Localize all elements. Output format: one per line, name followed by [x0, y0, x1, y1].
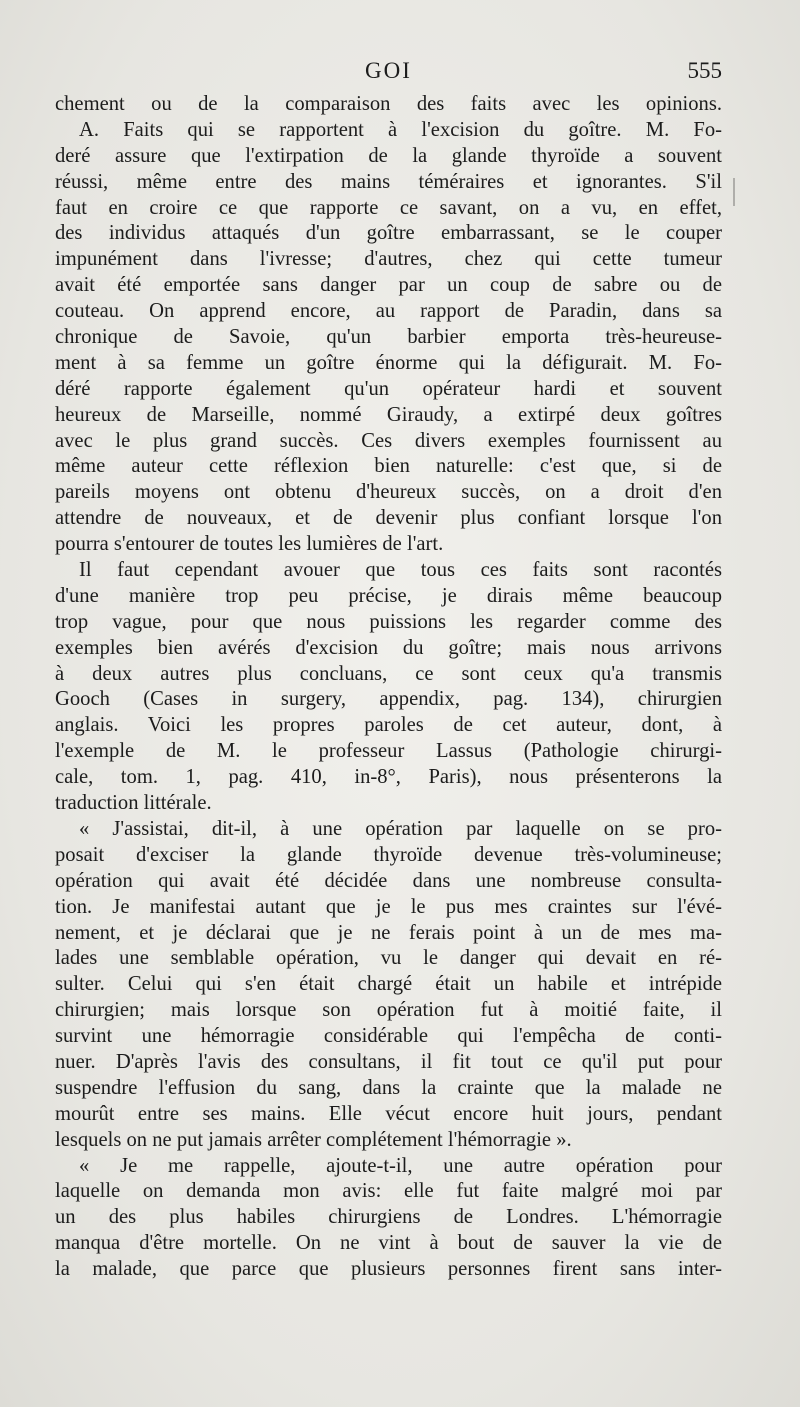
text-line: deré assure que l'extirpation de la glande thyroïde a souvent — [55, 144, 722, 167]
text-line: manqua d'être mortelle. On ne vint à bout de sauver la vie de — [55, 1232, 722, 1255]
text-line: déré rapporte également qu'un opérateur hardi et souvent — [55, 377, 722, 400]
text-line: sulter. Celui qui s'en était chargé était un habile et intrépide — [55, 973, 722, 996]
text-line: d'une manière trop peu précise, je dirais même beaucoup — [55, 584, 722, 607]
text-line: lades une semblable opération, vu le danger qui devait en ré- — [55, 947, 722, 970]
text-line: exemples bien avérés d'excision du goître; mais nous arrivons — [55, 636, 722, 659]
text-line: l'exemple de M. le professeur Lassus (Pathologie chirurgi- — [55, 740, 722, 763]
text-line: à deux autres plus concluans, ce sont ceux qu'a transmis — [55, 662, 722, 685]
text-line: pareils moyens ont obtenu d'heureux succès, on a droit d'en — [55, 481, 722, 504]
text-line: faut en croire ce que rapporte ce savant, on a vu, en effet, — [55, 196, 722, 219]
body-text — [55, 92, 722, 1283]
text-line: un des plus habiles chirurgiens de Londres. L'hémorragie — [55, 1206, 722, 1229]
text-line: Gooch (Cases in surgery, appendix, pag. 134), chirurgien — [55, 688, 722, 711]
page-number: 555 — [687, 58, 722, 83]
text-line: avait été emportée sans danger par un coup de sabre ou de — [55, 274, 722, 297]
text-line: « J'assistai, dit-il, à une opération par laquelle on se pro- — [79, 817, 722, 840]
text-line: chement ou de la comparaison des faits avec les opinions. — [55, 93, 722, 115]
text-line: heureux de Marseille, nommé Giraudy, a extirpé deux goîtres — [55, 403, 722, 426]
text-line: ment à sa femme un goître énorme qui la défigurait. M. Fo- — [55, 351, 722, 374]
text-line: couteau. On apprend encore, au rapport de Paradin, dans sa — [55, 300, 722, 323]
running-head: GOI — [365, 58, 412, 83]
text-line: la malade, que parce que plusieurs personnes firent sans inter- — [55, 1258, 722, 1281]
text-line: pourra s'entourer de toutes les lumières de l'art. — [55, 533, 444, 556]
text-line: A. Faits qui se rapportent à l'excision du goître. M. Fo- — [79, 118, 722, 141]
text-line: des individus attaqués d'un goître embarrassant, se le couper — [55, 222, 722, 245]
text-line: lesquels on ne put jamais arrêter complétement l'hémorragie ». — [55, 1128, 572, 1151]
text-line: chronique de Savoie, qu'un barbier emporta très-heureuse- — [55, 326, 722, 349]
text-line: avec le plus grand succès. Ces divers exemples fournissent au — [55, 429, 722, 452]
text-line: survint une hémorragie considérable qui l'empêcha de conti- — [55, 1025, 722, 1048]
text-line: nement, et je déclarai que je ne ferais point à un de mes ma- — [55, 921, 722, 944]
text-line: trop vague, pour que nous puissions les regarder comme des — [55, 610, 722, 633]
text-line: chirurgien; mais lorsque son opération fut à moitié faite, il — [55, 999, 722, 1022]
text-line: traduction littérale. — [55, 792, 212, 815]
text-line: Il faut cependant avouer que tous ces faits sont racontés — [79, 559, 722, 582]
text-line: réussi, même entre des mains téméraires et ignorantes. S'il — [55, 170, 722, 193]
text-line: impunément dans l'ivresse; d'autres, chez qui cette tumeur — [55, 248, 722, 271]
text-line: nuer. D'après l'avis des consultans, il fit tout ce qu'il put pour — [55, 1050, 722, 1073]
text-line: suspendre l'effusion du sang, dans la crainte que la malade ne — [55, 1076, 722, 1099]
text-line: même auteur cette réflexion bien naturelle: c'est que, si de — [55, 455, 722, 478]
text-line: laquelle on demanda mon avis: elle fut faite malgré moi par — [55, 1180, 722, 1203]
text-line: attendre de nouveaux, et de devenir plus confiant lorsque l'on — [55, 507, 722, 530]
margin-mark — [733, 178, 735, 206]
text-line: posait d'exciser la glande thyroïde devenue très-volumineuse; — [55, 843, 722, 866]
page-header — [55, 58, 722, 90]
text-line: cale, tom. 1, pag. 410, in-8°, Paris), nous présenterons la — [55, 766, 722, 789]
text-line: mourût entre ses mains. Elle vécut encore huit jours, pendant — [55, 1102, 722, 1125]
text-line: anglais. Voici les propres paroles de cet auteur, dont, à — [55, 714, 722, 737]
text-line: tion. Je manifestai autant que je le pus mes craintes sur l'évé- — [55, 895, 722, 918]
text-line: « Je me rappelle, ajoute-t-il, une autre opération pour — [79, 1154, 722, 1177]
text-line: opération qui avait été décidée dans une nombreuse consulta- — [55, 869, 722, 892]
